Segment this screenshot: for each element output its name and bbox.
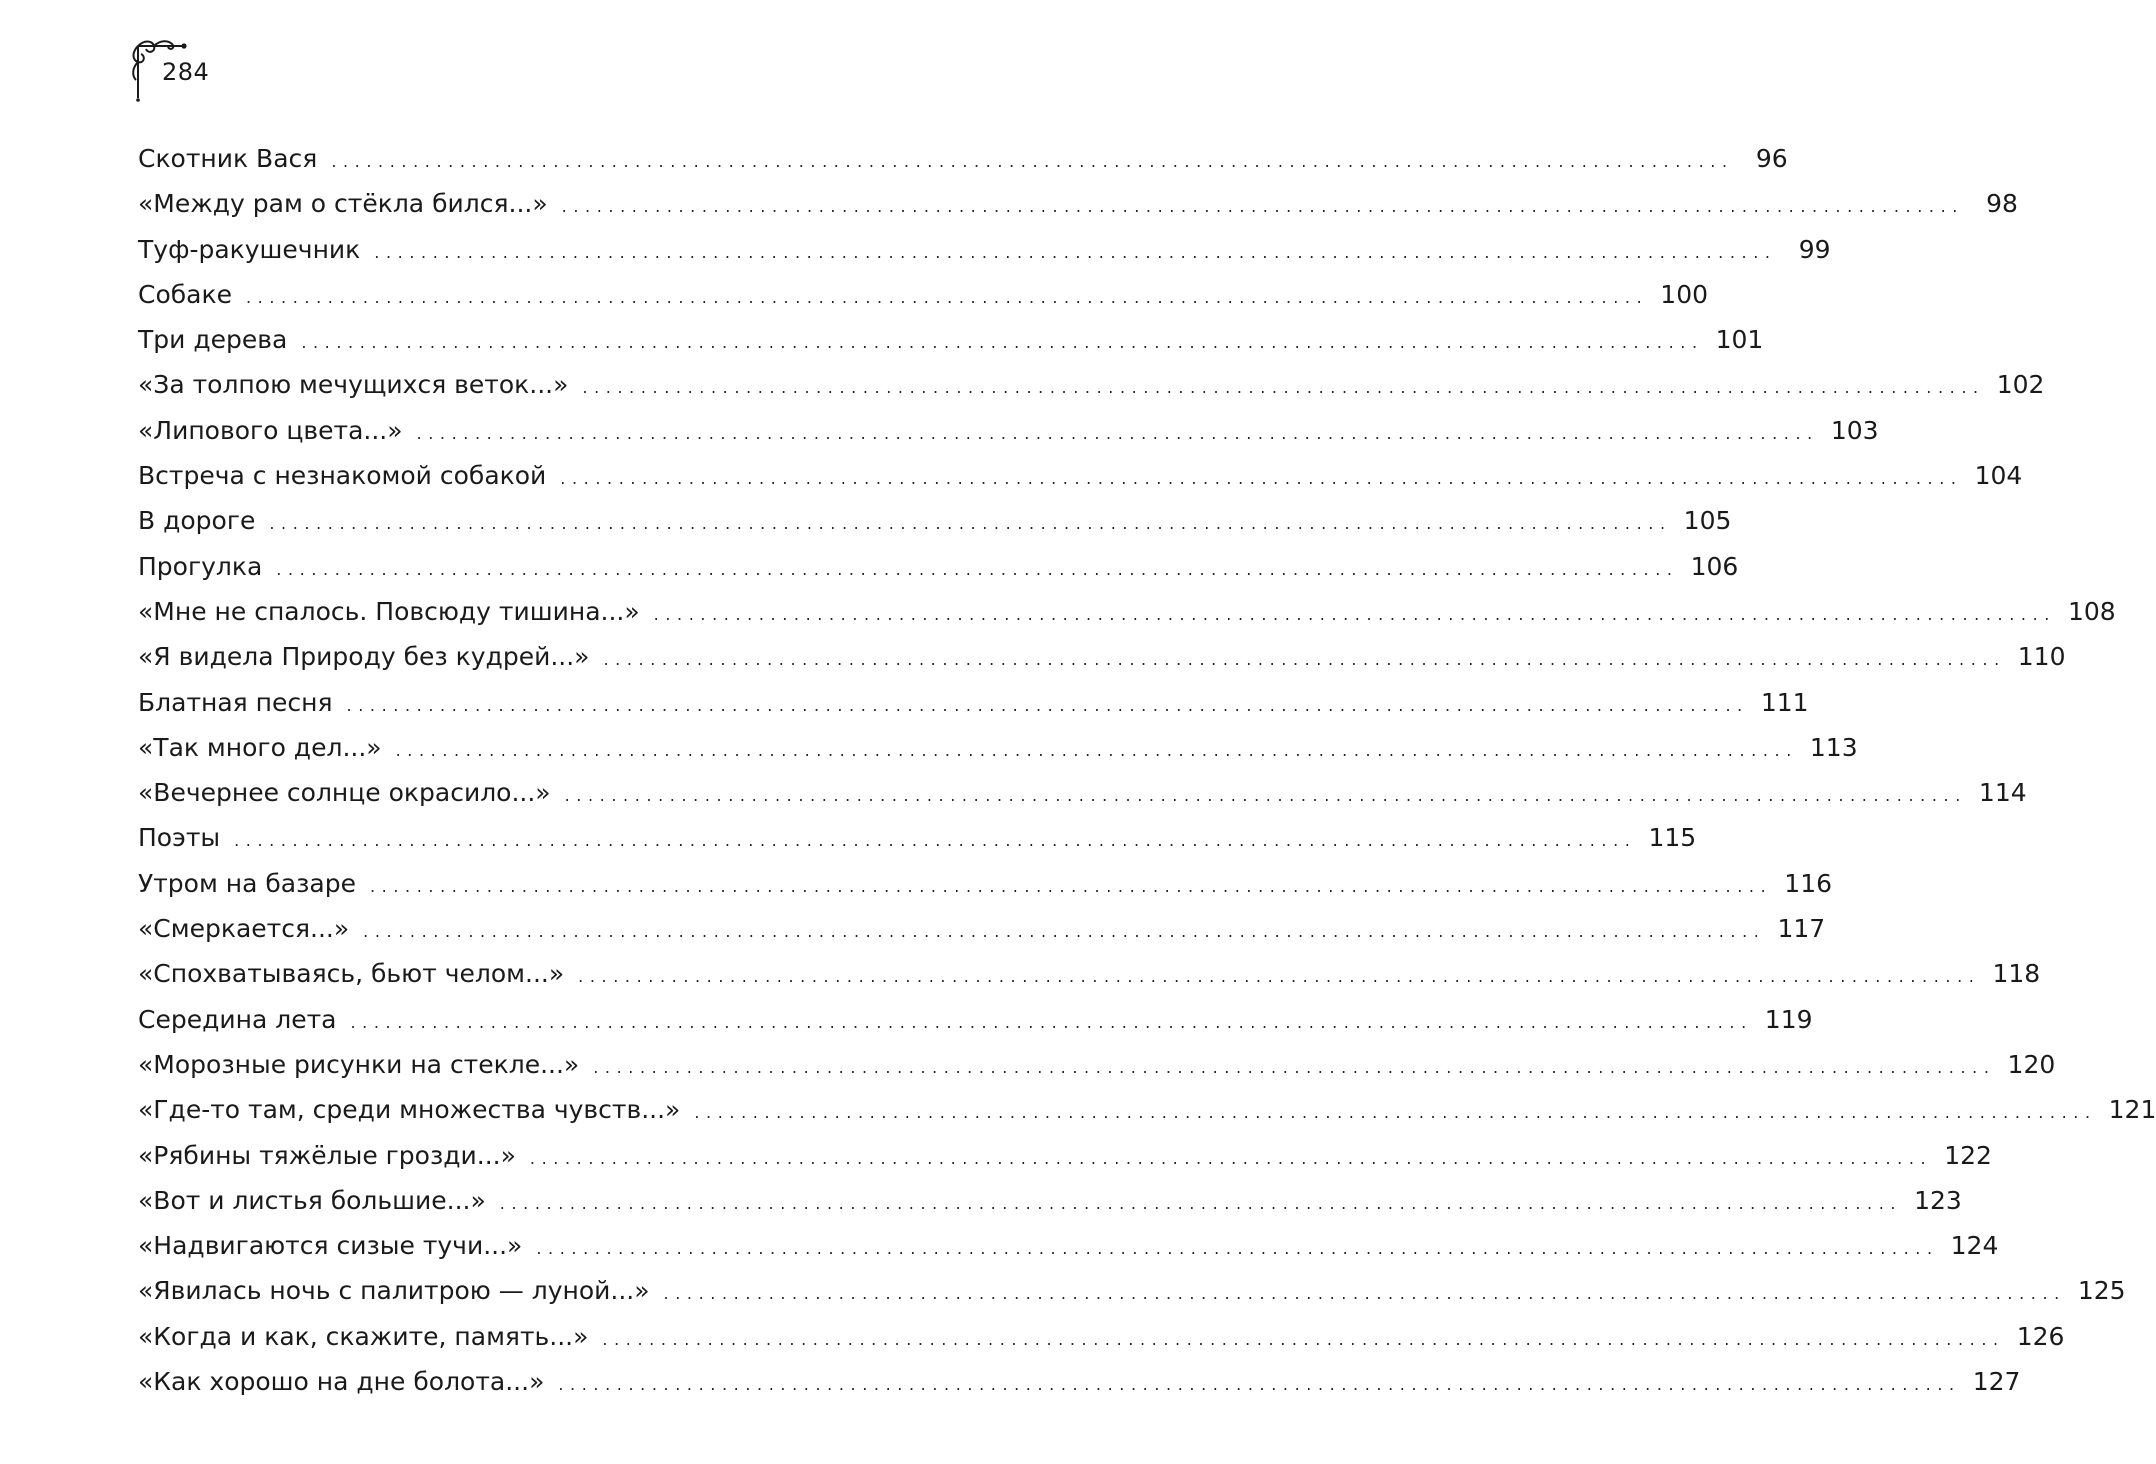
toc-entry-page: 113 (1809, 732, 1858, 762)
toc-dot-leader: ........................................................................................................................ (578, 967, 1981, 987)
toc-dot-leader: ........................................................................................................................ (395, 740, 1798, 760)
toc-entry-page: 126 (2016, 1321, 2065, 1351)
toc-entry-page: 105 (1683, 506, 1732, 536)
toc-entry (138, 861, 1833, 906)
toc-entry (138, 1087, 2156, 1132)
toc-entry-page: 114 (1978, 778, 2027, 808)
toc-entry (138, 906, 1826, 951)
toc-entry-title: «Я видела Природу без кудрей...» (138, 642, 590, 672)
toc-entry (138, 1314, 2065, 1359)
toc-entry (138, 680, 1809, 725)
toc-entry (138, 1268, 2126, 1313)
toc-dot-leader: ........................................................................................................................ (269, 514, 1672, 534)
toc-entry-page: 100 (1660, 279, 1709, 309)
toc-entry-title: «Липового цвета...» (138, 415, 403, 445)
toc-entry (138, 951, 2041, 996)
toc-entry (138, 136, 1788, 181)
toc-entry (138, 589, 2116, 634)
toc-entry-page: 120 (2007, 1049, 2056, 1079)
table-of-contents (138, 136, 2156, 1404)
toc-dot-leader: ........................................................................................................................ (653, 604, 2056, 624)
toc-entry-page: 99 (1798, 234, 1831, 264)
toc-entry (138, 1178, 1962, 1223)
toc-entry (138, 227, 1831, 272)
toc-entry-title: «Как хорошо на дне болота...» (138, 1367, 545, 1397)
toc-dot-leader: ........................................................................................................................ (593, 1057, 1996, 1077)
toc-dot-leader: ........................................................................................................................ (499, 1193, 1903, 1213)
toc-entry-title: «Явилась ночь с палитрою — луной...» (138, 1276, 650, 1306)
toc-entry-title: «Мне не спалось. Повсюду тишина...» (138, 596, 640, 626)
toc-dot-leader: ........................................................................................................................ (558, 1375, 1961, 1395)
toc-dot-leader: ........................................................................................................................ (276, 559, 1679, 579)
toc-entry-title: «Рябины тяжёлые грозди...» (138, 1140, 516, 1170)
toc-entry-title: «Надвигаются сизые тучи...» (138, 1231, 523, 1261)
toc-dot-leader: ........................................................................................................................ (536, 1239, 1939, 1259)
toc-entry-title: «Вот и листья большие...» (138, 1185, 486, 1215)
toc-entry-page: 111 (1760, 687, 1809, 717)
toc-entry-title: «Когда и как, скажите, память...» (138, 1321, 589, 1351)
toc-entry (138, 1223, 1999, 1268)
toc-entry-page: 124 (1950, 1231, 1999, 1261)
toc-dot-leader: ........................................................................................................................ (331, 152, 1734, 171)
toc-dot-leader: ........................................................................................................................ (369, 876, 1773, 896)
toc-entry-title: «Морозные рисунки на стекле...» (138, 1049, 580, 1079)
toc-entry-page: 106 (1690, 551, 1739, 581)
toc-entry-title: «Так много дел...» (138, 732, 382, 762)
toc-entry-title: Встреча с незнакомой собакой (138, 461, 547, 491)
page-header (128, 36, 328, 106)
toc-dot-leader: ........................................................................................................................ (603, 650, 2006, 670)
toc-entry (138, 1359, 2021, 1404)
toc-entry (138, 453, 2023, 498)
toc-dot-leader: ........................................................................................................................ (564, 786, 1967, 806)
toc-entry (138, 408, 1879, 453)
toc-dot-leader: ........................................................................................................................ (582, 378, 1985, 398)
toc-entry (138, 317, 1764, 362)
toc-entry-title: Поэты (138, 823, 221, 853)
toc-entry-page: 118 (1992, 959, 2041, 989)
toc-entry-title: «За толпою мечущихся веток...» (138, 370, 569, 400)
toc-entry-page: 103 (1830, 415, 1879, 445)
toc-dot-leader: ........................................................................................................................ (694, 1103, 2097, 1123)
toc-entry-title: Три дерева (138, 325, 288, 355)
toc-entry (138, 1133, 1992, 1178)
toc-entry-title: Утром на базаре (138, 868, 356, 898)
toc-entry-title: Собаке (138, 279, 232, 309)
toc-entry-title: «Между рам о стёкла бился...» (138, 189, 548, 219)
toc-entry (138, 362, 2045, 407)
toc-dot-leader: ........................................................................................................................ (561, 197, 1964, 217)
toc-entry-title: Скотник Вася (138, 144, 318, 173)
toc-entry (138, 272, 1709, 317)
toc-entry (138, 770, 2027, 815)
toc-dot-leader: ........................................................................................................................ (416, 423, 1819, 443)
toc-entry-page: 125 (2077, 1276, 2126, 1306)
toc-entry (138, 544, 1739, 589)
toc-entry (138, 498, 1732, 543)
toc-entry-title: В дороге (138, 506, 256, 536)
toc-dot-leader: ........................................................................................................................ (374, 242, 1777, 262)
toc-entry-title: «Смеркается...» (138, 914, 350, 944)
toc-entry-page: 123 (1914, 1185, 1962, 1215)
toc-entry-page: 122 (1944, 1140, 1992, 1170)
toc-dot-leader: ........................................................................................................................ (245, 287, 1649, 307)
toc-entry-page: 115 (1648, 823, 1697, 853)
toc-dot-leader: ........................................................................................................................ (560, 469, 1963, 489)
toc-entry-title: «Вечернее солнце окрасило...» (138, 778, 551, 808)
toc-entry-title: «Спохватываясь, бьют челом...» (138, 959, 565, 989)
toc-dot-leader: ........................................................................................................................ (346, 695, 1749, 715)
toc-entry (138, 634, 2066, 679)
toc-entry-page: 116 (1784, 868, 1833, 898)
toc-dot-leader: ........................................................................................................................ (301, 333, 1704, 353)
toc-entry-page: 121 (2108, 1095, 2156, 1125)
toc-entry-page: 119 (1764, 1004, 1813, 1034)
toc-entry-page: 127 (1972, 1367, 2021, 1397)
page-number: 284 (162, 58, 210, 86)
toc-entry-title: «Где-то там, среди множества чувств...» (138, 1095, 681, 1125)
toc-entry-page: 108 (2067, 596, 2116, 626)
toc-entry-page: 96 (1755, 144, 1788, 173)
toc-entry-page: 101 (1715, 325, 1764, 355)
toc-entry-title: Туф-ракушечник (138, 234, 361, 264)
toc-entry-title: Середина лета (138, 1004, 337, 1034)
toc-entry (138, 997, 1813, 1042)
toc-dot-leader: ........................................................................................................................ (602, 1329, 2005, 1349)
toc-dot-leader: ........................................................................................................................ (234, 831, 1637, 851)
toc-entry-page: 98 (1986, 189, 2018, 219)
toc-entry (138, 1042, 2056, 1087)
toc-entry (138, 815, 1697, 860)
toc-dot-leader: ........................................................................................................................ (350, 1012, 1753, 1032)
toc-dot-leader: ........................................................................................................................ (363, 922, 1766, 942)
toc-dot-leader: ........................................................................................................................ (529, 1148, 1933, 1168)
toc-entry-page: 102 (1996, 370, 2045, 400)
toc-entry-title: Прогулка (138, 551, 263, 581)
toc-entry-title: Блатная песня (138, 687, 333, 717)
toc-entry-page: 110 (2017, 642, 2066, 672)
toc-entry-page: 117 (1777, 914, 1826, 944)
toc-entry-page: 104 (1974, 461, 2023, 491)
toc-dot-leader: ........................................................................................................................ (663, 1284, 2066, 1304)
toc-entry (138, 181, 2018, 226)
toc-entry (138, 725, 1858, 770)
